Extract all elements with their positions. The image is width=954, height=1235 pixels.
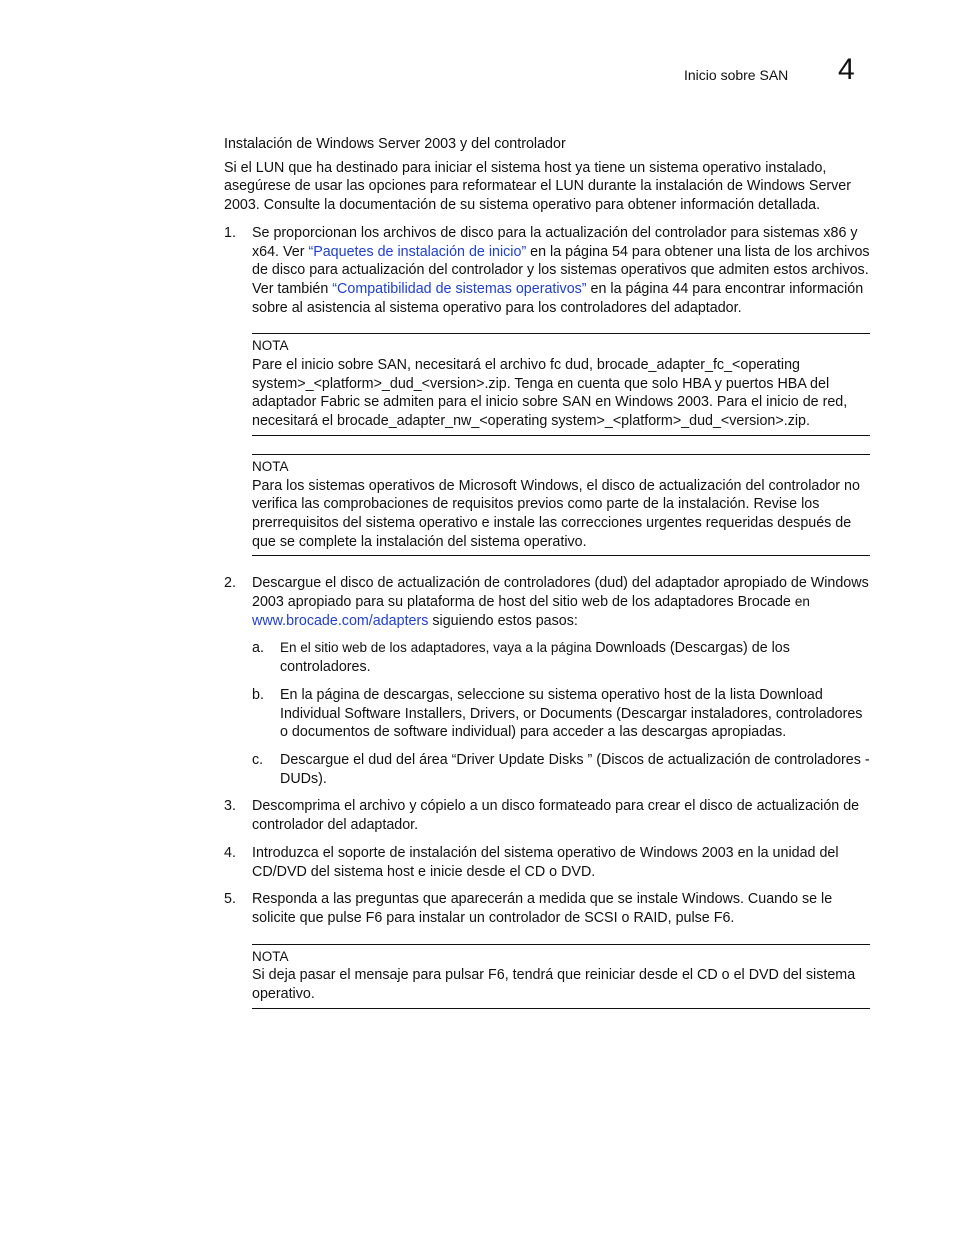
note-title: NOTA (252, 948, 289, 964)
substep-text: Descargue el dud del área “Driver Update Disks ” (Discos de actualización de controladores - DUDs). (280, 751, 870, 787)
intro-paragraph: Si el LUN que ha destinado para iniciar el sistema host ya tiene un sistema operativo instalado, asegúrese de usar las opciones para reformatear el LUN durante la instalación de Windows Server 2003. Consulte la documentación de su sistema operativo para obtener información detallada. (224, 159, 852, 214)
step-text: Descomprima el archivo y cópielo a un disco formateado para crear el disco de actualización de controlador del adaptador. (252, 798, 860, 834)
substep-c (252, 751, 870, 788)
step-text: Introduzca el soporte de instalación del sistema operativo de Windows 2003 en la unidad del CD/DVD del sistema host e inicie desde el CD o DVD. (252, 844, 839, 880)
step-text: Se proporcionan los archivos de disco para la actualización del controlador para sistemas x86 y x64. Ver “Paquetes de instalación de inicio” en la página 54 para obtener una lista de los archivos de disco para actualización del controlador y los sistemas operativos que admiten estos archivos. Ver también “Compatibilidad de sistemas operativos” en la página 44 para encontrar información sobre al asistencia al sistema operativo para los controladores del adaptador. (252, 224, 870, 316)
step-number: 2. (224, 575, 236, 592)
step-number: 5. (224, 891, 236, 908)
note-1 (252, 333, 870, 436)
substep-text: En el sitio web de los adaptadores, vaya a la página Downloads (Descargas) de los controladores. (280, 640, 790, 676)
step-1 (224, 224, 870, 318)
note-title: NOTA (252, 458, 289, 474)
step-3 (224, 797, 870, 834)
note-text: Pare el inicio sobre SAN, necesitará el archivo fc dud, brocade_adapter_fc_<operating system>_<platform>_dud_<version>.zip. Tenga en cuenta que solo HBA y puertos HBA del adaptador Fabric se admiten para el inicio sobre SAN en Windows 2003. Para el inicio de red, necesitará el brocade_adapter_nw_<operating system>_<platform>_dud_<version>.zip. (252, 357, 848, 430)
substep-text: En la página de descargas, seleccione su sistema operativo host de la lista Download Individual Software Installers, Drivers, or Documents (Descargar instaladores, controladores o documentos de software individual) para acceder a las descargas apropiadas. (280, 686, 863, 741)
step-number: 1. (224, 224, 236, 241)
link-brocade-adapters[interactable]: www.brocade.com/adapters (252, 612, 429, 629)
step-number: 4. (224, 844, 236, 861)
note-2 (252, 454, 870, 557)
step-text: Responda a las preguntas que aparecerán a medida que se instale Windows. Cuando se le solicite que pulse F6 para instalar un controlador de SCSI o RAID, pulse F6. (252, 891, 833, 926)
header-section-title: Inicio sobre SAN (684, 67, 789, 83)
link-os-compatibility[interactable]: “Compatibilidad de sistemas operativos” (332, 280, 587, 297)
substep-letter: b. (252, 686, 264, 703)
note-3 (252, 944, 870, 1009)
step-2 (224, 574, 870, 788)
link-boot-install-packages[interactable]: “Paquetes de instalación de inicio” (308, 243, 527, 260)
note-text: Para los sistemas operativos de Microsoft Windows, el disco de actualización del controlador no verifica las comprobaciones de requisitos previos como parte de la instalación. Revise los prerrequisitos del sistema operativo e instale las correcciones urgentes requeridas después de que se complete la instalación del sistema operativo. (252, 477, 860, 550)
main-content (224, 135, 870, 1027)
note-title: NOTA (252, 338, 289, 354)
step-4 (224, 844, 870, 881)
step-text: Descargue el disco de actualización de controladores (dud) del adaptador apropiado de Windows 2003 apropiado para su plataforma de host del sitio web de los adaptadores Brocade en www.brocade.com/adapters siguiendo estos pasos: a. En el sitio web de los adaptadores, vaya a la página Downloads (Descargas) de los controladores. b. En la página de descargas, seleccione su sistema operativo host de la lista Download Individual Software Installers, Drivers, or Documents (Descargar instaladores, controladores o documentos de software individual) para acceder a las descargas apropiadas. c. Descargue el dud del área “Driver Update Disks ” (Discos de actualización de controladores - DUDs). (252, 575, 870, 787)
step-number: 3. (224, 798, 236, 815)
section-heading: Instalación de Windows Server 2003 y del controlador (224, 136, 566, 152)
step-5 (224, 890, 870, 927)
substep-letter: c. (252, 751, 264, 768)
chapter-number: 4 (838, 53, 855, 86)
note-text: Si deja pasar el mensaje para pulsar F6, tendrá que reiniciar desde el CD o el DVD del sistema operativo. (252, 967, 856, 1003)
substep-letter: a. (252, 640, 264, 657)
substep-b (252, 686, 870, 742)
substep-a (252, 639, 870, 676)
